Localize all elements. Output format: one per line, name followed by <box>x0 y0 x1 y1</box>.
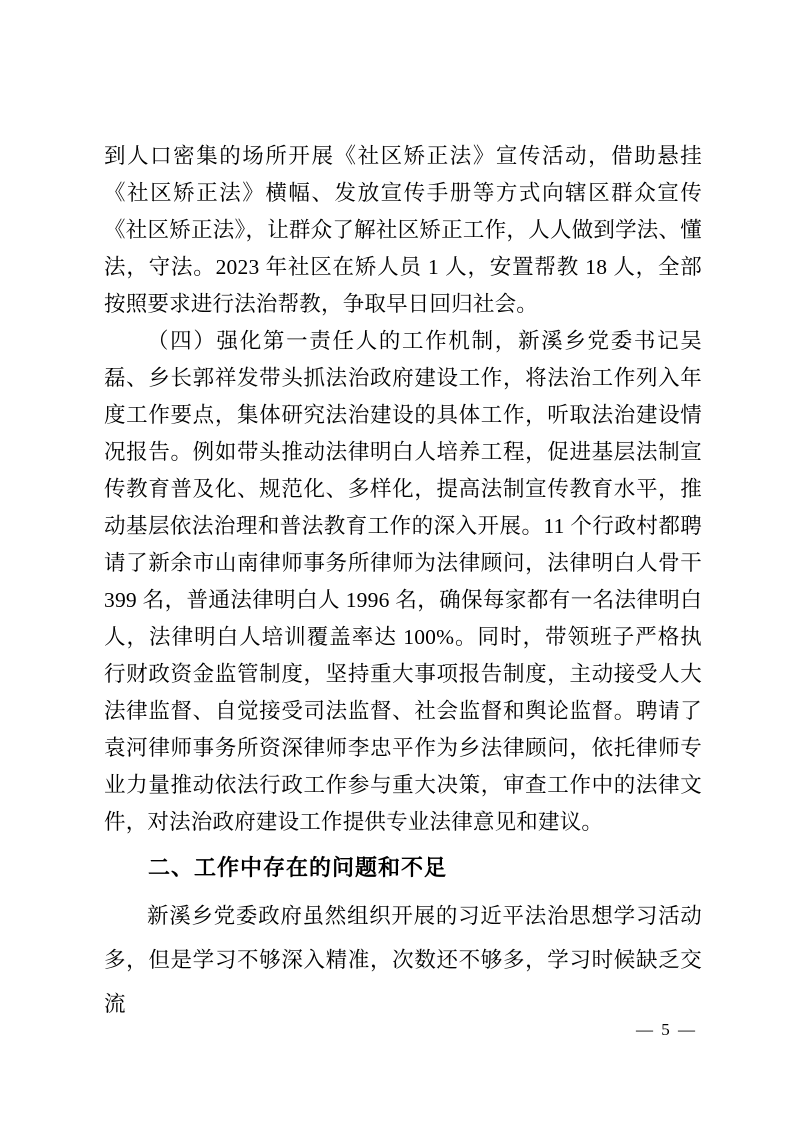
page-number: — 5 — <box>636 1020 697 1039</box>
paragraph-first-responsibility: （四）强化第一责任人的工作机制，新溪乡党委书记吴磊、乡长郭祥发带头抓法治政府建设工作，将法治工作列入年度工作要点，集体研究法治建设的具体工作，听取法治建设情况报告。例如带头推动法律明白人培养工程，促进基层法制宣传教育普及化、规范化、多样化，提高法制宣传教育水平，推动基层依法治理和普法教育工作的深入开展。11 个行政村都聘请了新余市山南律师事务所律师为法律顾问，法律明白人骨干 399 名，普通法律明白人 1996 名，确保每家都有一名法律明白人，法律明白人培训覆盖率达 100%。同时，带领班子严格执行财政资金监管制度，坚持重大事项报告制度，主动接受人大法律监督、自觉接受司法监督、社会监督和舆论监督。聘请了袁河律师事务所资深律师李忠平作为乡法律顾问，依托律师专业力量推动依法行政工作参与重大决策，审查工作中的法律文件，对法治政府建设工作提供专业法律意见和建议。 <box>104 329 702 834</box>
document-body <box>104 138 702 1026</box>
paragraph-community-correction: 到人口密集的场所开展《社区矫正法》宣传活动，借助悬挂《社区矫正法》横幅、发放宣传手册等方式向辖区群众宣传《社区矫正法》，让群众了解社区矫正工作，人人做到学法、懂法，守法。2023 年社区在矫人员 1 人，安置帮教 18 人，全部按照要求进行法治帮教，争取早日回归社会。 <box>104 144 702 316</box>
section-heading-problems: 二、工作中存在的问题和不足 <box>148 855 448 880</box>
paragraph-problems-intro: 新溪乡党委政府虽然组织开展的习近平法治思想学习活动多，但是学习不够深入精准，次数还不够多，学习时候缺乏交流 <box>104 904 702 1016</box>
